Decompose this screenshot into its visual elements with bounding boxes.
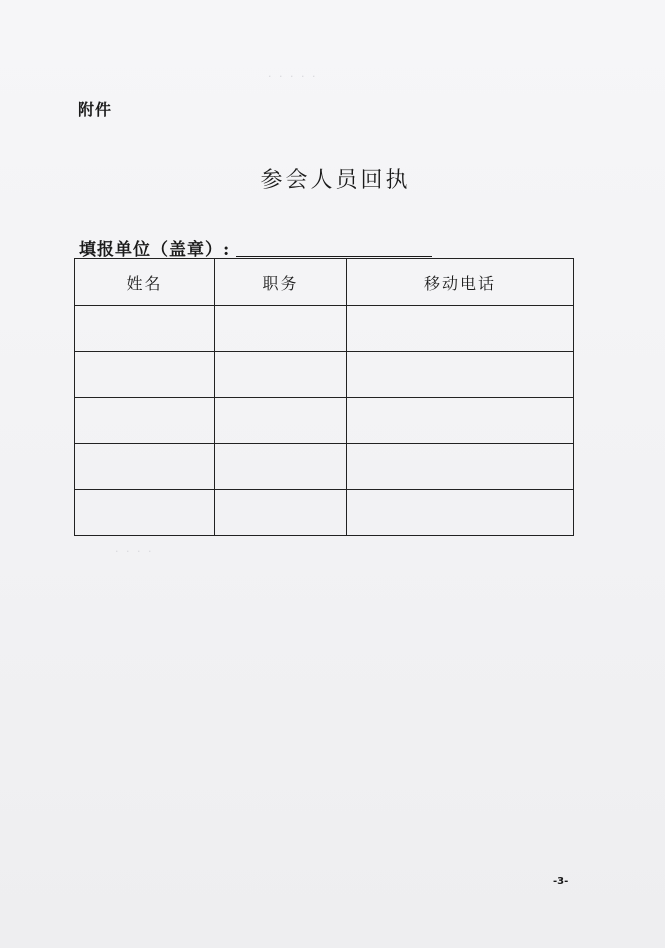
column-header-position: 职务 [215, 259, 347, 306]
table-row [75, 398, 574, 444]
table-cell-name [75, 398, 215, 444]
table-cell-position [215, 490, 347, 536]
table-cell-mobile [347, 352, 574, 398]
attendee-table [74, 258, 574, 536]
table-cell-mobile [347, 306, 574, 352]
table-cell-position [215, 352, 347, 398]
unit-fill-blank [236, 236, 432, 257]
table-cell-mobile [347, 444, 574, 490]
table-cell-position [215, 444, 347, 490]
table-row [75, 490, 574, 536]
page-number: -3- [553, 876, 569, 887]
table-header-row [75, 259, 574, 306]
scan-artifact: · · · · · [268, 70, 318, 83]
unit-label: 填报单位（盖章）: [79, 240, 231, 260]
column-header-name: 姓名 [75, 259, 215, 306]
table-row [75, 306, 574, 352]
table-cell-mobile [347, 490, 574, 536]
scan-artifact: · · · · [115, 545, 154, 558]
unit-field [79, 235, 432, 260]
table-cell-name [75, 444, 215, 490]
column-header-mobile: 移动电话 [347, 259, 574, 306]
attachment-label: 附件 [78, 100, 113, 119]
table-cell-name [75, 352, 215, 398]
table-row [75, 352, 574, 398]
table-cell-position [215, 306, 347, 352]
table-cell-name [75, 306, 215, 352]
table-row [75, 444, 574, 490]
page-title: 参会人员回执 [260, 168, 411, 193]
table-cell-position [215, 398, 347, 444]
table-cell-name [75, 490, 215, 536]
table-cell-mobile [347, 398, 574, 444]
